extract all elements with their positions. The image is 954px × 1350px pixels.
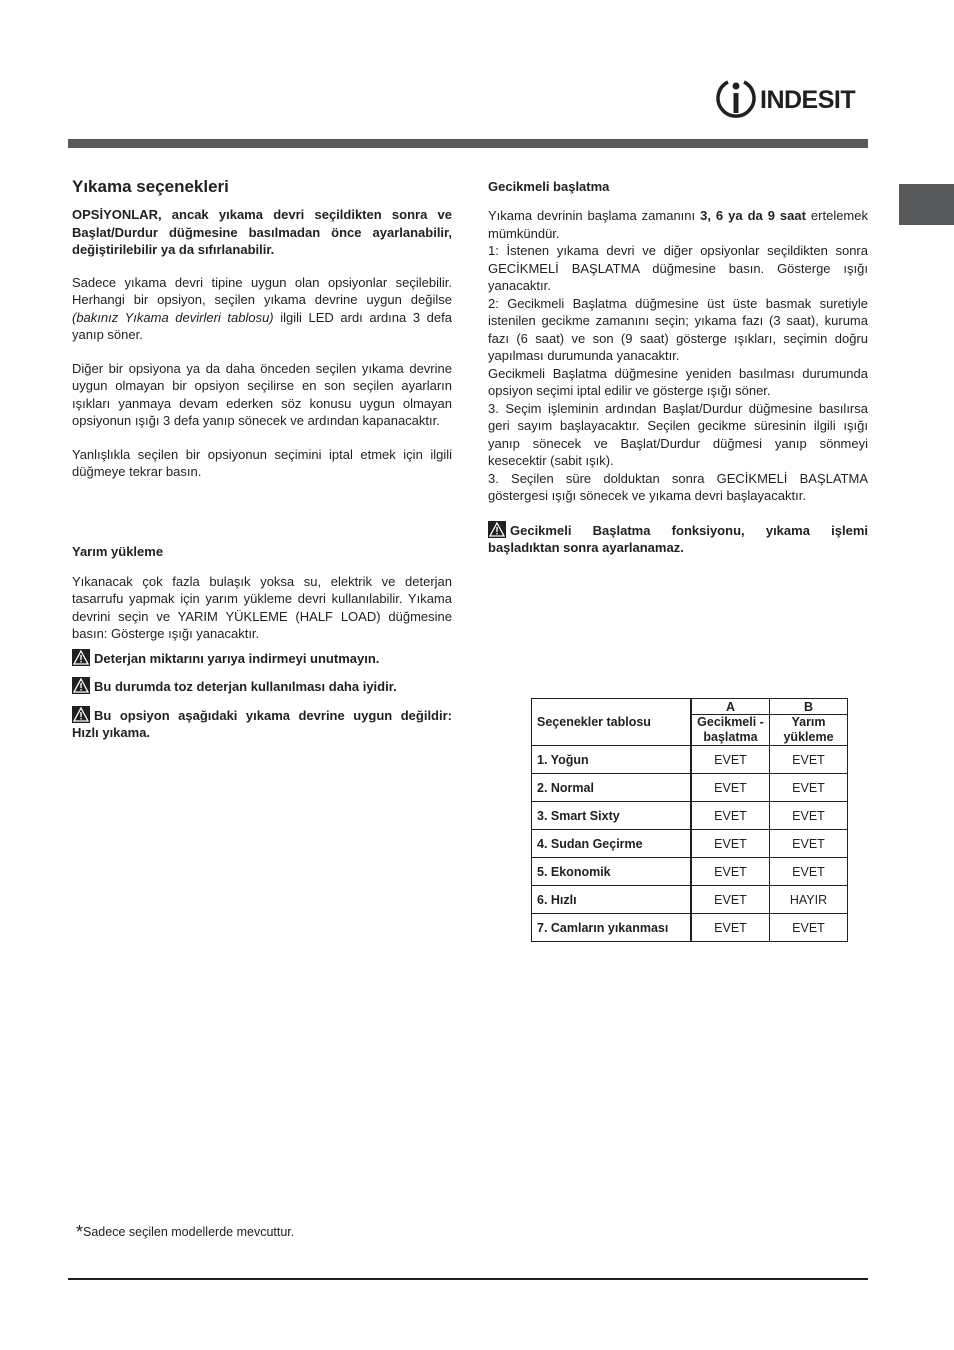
options-intro: OPSİYONLAR, ancak yıkama devri seçildikten sonra ve Başlat/Durdur düğmesine basılmadan önce ayarlanabilir, değiştirilebilir ya da sıfırlanabilir. xyxy=(72,207,452,257)
brand-name: INDESIT xyxy=(760,86,856,114)
delay-warning xyxy=(488,521,868,557)
footer-rule xyxy=(68,1278,868,1280)
delay-step-3: 3. Seçim işleminin ardından Başlat/Durdur düğmesine basılırsa geri sayım başlayacaktır. Seçilen gecikme süresinin ilgili ışığı yanıp sönecek ve Başlat/Durdur düğmesi yanıp sönmeyi kesecektir (sabit ışık). xyxy=(488,400,868,468)
row-label: 3. Smart Sixty xyxy=(532,802,692,830)
table-row xyxy=(532,746,848,774)
row-value-b: EVET xyxy=(770,802,848,830)
delay-cancel-note: Gecikmeli Başlatma düğmesine yeniden basılması durumunda opsiyon seçimi iptal edilir ve gösterge ışığı söner. xyxy=(488,365,868,398)
row-value-b: EVET xyxy=(770,830,848,858)
delay-hours: 3, 6 ya da 9 saat xyxy=(700,208,806,223)
row-label: 7. Camların yıkanması xyxy=(532,914,692,942)
brand-logo xyxy=(716,78,868,122)
table-row xyxy=(532,774,848,802)
warning-2-text: Bu durumda toz deterjan kullanılması daha iyidir. xyxy=(94,679,397,694)
footnote-text: Sadece seçilen modellerde mevcuttur. xyxy=(83,1225,295,1239)
table-row xyxy=(532,886,848,914)
footnote xyxy=(76,1222,294,1243)
table-row xyxy=(532,802,848,830)
brand-logo-icon xyxy=(716,78,756,122)
row-label: 2. Normal xyxy=(532,774,692,802)
table-row xyxy=(532,830,848,858)
p1-text-b: ilgili LED ardı ardına 3 defa yanıp söner. xyxy=(72,309,452,342)
delay-step-1: 1: İstenen yıkama devri ve diğer opsiyonlar seçildikten sonra GECİKMELİ BAŞLATMA düğmesine basın. Gösterge ışığı yanacaktır. xyxy=(488,243,868,293)
delay-step-2: 2: Gecikmeli Başlatma düğmesine üst üste basmak suretiyle istenilen gecikme zamanını seçin; yıkama fazı (3 saat), kuruma fazı (6 saat) ve son (9 saat) gösterge ışıkları, seçimin doğru yapılması durumunda yanacaktır. xyxy=(488,295,868,363)
row-value-b: EVET xyxy=(770,746,848,774)
warning-icon xyxy=(72,649,90,666)
warning-3 xyxy=(72,706,452,742)
row-value-b: HAYIR xyxy=(770,886,848,914)
row-label: 5. Ekonomik xyxy=(532,858,692,886)
col-a-header: Gecikmeli -başlatma xyxy=(691,715,770,746)
delay-step-4: 3. Seçilen süre dolduktan sonra GECİKMELİ BAŞLATMA göstergesi ışığı sönecek ve yıkama devri başlayacaktır. xyxy=(488,470,868,503)
warning-2 xyxy=(72,677,452,696)
row-value-a: EVET xyxy=(691,802,770,830)
options-paragraph-2: Diğer bir opsiyona ya da daha önceden seçilen yıkama devrine uygun olmayan bir opsiyon seçilirse en son seçilen ayarların ışıkları yanmaya devam ederken söz konusu uygun olmayan opsiyonun ışığı 3 defa yanıp sönecek ve ardından kapanacaktır. xyxy=(72,360,452,428)
warning-3-text: Bu opsiyon aşağıdaki yıkama devrine uygun değildir: Hızlı yıkama. xyxy=(72,707,452,740)
row-value-b: EVET xyxy=(770,774,848,802)
row-value-a: EVET xyxy=(691,746,770,774)
row-value-a: EVET xyxy=(691,886,770,914)
p1-text-a: Sadece yıkama devri tipine uygun olan opsiyonlar seçilebilir. Herhangi bir opsiyon, seçilen yıkama devrine uygun değilse xyxy=(72,274,452,307)
col-a-letter: A xyxy=(691,699,770,715)
row-value-a: EVET xyxy=(691,830,770,858)
delay-intro-b: ertelemek mümkündür. xyxy=(488,208,868,241)
row-value-a: EVET xyxy=(691,914,770,942)
col-b-letter: B xyxy=(770,699,848,715)
table-title: Seçenekler tablosu xyxy=(532,699,692,746)
table-row xyxy=(532,914,848,942)
options-paragraph-3: Yanlışlıkla seçilen bir opsiyonun seçimini iptal etmek için ilgili düğmeye tekrar basın. xyxy=(72,446,452,479)
footnote-star: * xyxy=(76,1222,84,1242)
warning-icon xyxy=(72,706,90,723)
delay-intro-a: Yıkama devrinin başlama zamanını xyxy=(488,208,701,223)
col-b-header: Yarım yükleme xyxy=(770,715,848,746)
row-value-b: EVET xyxy=(770,914,848,942)
delay-intro xyxy=(488,207,868,242)
warning-1 xyxy=(72,649,452,668)
delay-start-title: Gecikmeli başlatma xyxy=(488,179,610,194)
left-column xyxy=(72,176,452,742)
half-load-title: Yarım yükleme xyxy=(72,543,164,559)
warning-icon xyxy=(72,677,90,694)
right-column xyxy=(488,176,868,557)
warning-icon xyxy=(488,521,506,538)
row-label: 1. Yoğun xyxy=(532,746,692,774)
warning-1-text: Deterjan miktarını yarıya indirmeyi unutmayın. xyxy=(94,650,380,666)
row-value-b: EVET xyxy=(770,858,848,886)
delay-warning-text: Gecikmeli Başlatma fonksiyonu, yıkama işlemi başladıktan sonra ayarlanamaz. xyxy=(488,522,868,555)
options-table xyxy=(531,698,848,942)
row-value-a: EVET xyxy=(691,858,770,886)
p1-italic-ref: (bakınız Yıkama devirleri tablosu) xyxy=(72,309,274,325)
row-value-a: EVET xyxy=(691,774,770,802)
row-label: 6. Hızlı xyxy=(532,886,692,914)
half-load-text: Yıkanacak çok fazla bulaşık yoksa su, elektrik ve deterjan tasarrufu yapmak için yarım yükleme devri kullanılabilir. Yıkama devrini seçin ve YARIM YÜKLEME (HALF LOAD) düğmesine basın: Gösterge ışığı yanacaktır. xyxy=(72,573,452,641)
language-tab xyxy=(899,184,954,225)
options-paragraph-1 xyxy=(72,274,452,344)
row-label: 4. Sudan Geçirme xyxy=(532,830,692,858)
table-row xyxy=(532,858,848,886)
header-bar xyxy=(68,139,868,148)
section-title: Yıkama seçenekleri xyxy=(72,177,229,196)
